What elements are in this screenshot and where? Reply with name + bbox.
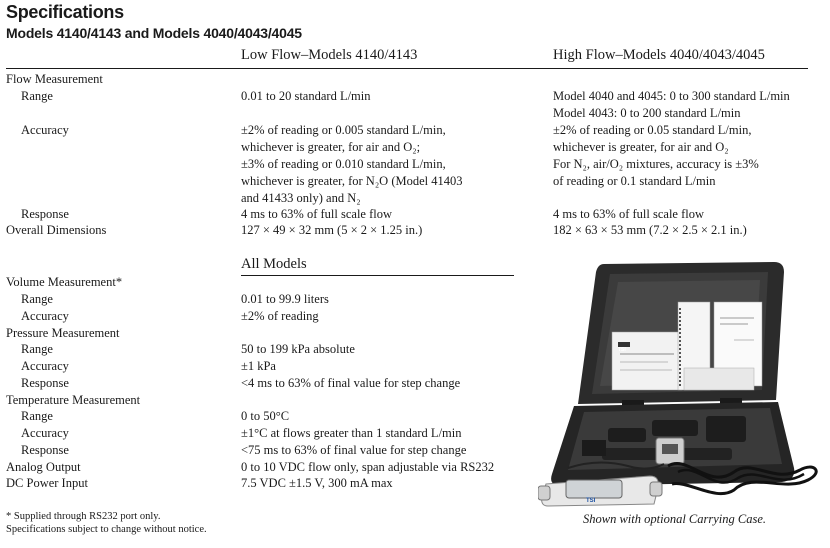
pressure-heading: Pressure Measurement (6, 326, 120, 340)
dc-power-label: DC Power Input (6, 476, 88, 490)
flow-accuracy-high-3: For N₂, air/O₂ mixtures, accuracy is ±3% (553, 157, 759, 171)
foam-cutout-2 (652, 420, 698, 436)
flow-accuracy-high-2: whichever is greater, for air and O₂ (553, 140, 729, 154)
volume-range-label: Range (21, 292, 53, 306)
carrying-case-photo (538, 258, 830, 508)
flow-accuracy-low-3: ±3% of reading or 0.010 standard L/min, (241, 157, 446, 171)
flow-range-high-1: Model 4040 and 4045: 0 to 300 standard L/min (553, 89, 790, 103)
temperature-accuracy-label: Accuracy (21, 426, 69, 440)
column-header-low-flow: Low Flow–Models 4140/4143 (241, 47, 418, 63)
flow-accuracy-label: Accuracy (21, 123, 69, 137)
photo-caption: Shown with optional Carrying Case. (583, 512, 767, 526)
pressure-response-value: <4 ms to 63% of final value for step change (241, 376, 461, 390)
temperature-range-label: Range (21, 409, 53, 423)
flow-meter-display (566, 480, 622, 498)
foam-cutout-1 (608, 428, 646, 442)
foam-cutout-3 (706, 416, 746, 442)
dimensions-low: 127 × 49 × 32 mm (5 × 2 × 1.25 in.) (241, 223, 423, 237)
temperature-response-value: <75 ms to 63% of final value for step change (241, 443, 467, 457)
temperature-heading: Temperature Measurement (6, 393, 141, 407)
analog-output-value: 0 to 10 VDC flow only, span adjustable via RS232 (241, 460, 495, 474)
flow-range-high-2: Model 4043: 0 to 200 standard L/min (553, 106, 741, 120)
pressure-response-label: Response (21, 376, 69, 390)
volume-accuracy-value: ±2% of reading (241, 309, 319, 323)
power-supply-box (582, 440, 606, 456)
all-models-rule (241, 275, 514, 276)
flow-response-label: Response (21, 207, 69, 221)
manual-bottom-strip (684, 368, 754, 390)
pressure-accuracy-label: Accuracy (21, 359, 69, 373)
analog-output-label: Analog Output (6, 460, 81, 474)
flow-accuracy-low-4: whichever is greater, for N₂O (Model 41403 (241, 174, 463, 188)
column-header-high-flow: High Flow–Models 4040/4043/4045 (553, 47, 765, 63)
flow-response-low: 4 ms to 63% of full scale flow (241, 207, 393, 221)
flow-meter-brand: TSI (586, 498, 596, 504)
flow-heading: Flow Measurement (6, 72, 103, 86)
pressure-range-value: 50 to 199 kPa absolute (241, 342, 355, 356)
pressure-accuracy-value: ±1 kPa (241, 359, 276, 373)
volume-range-value: 0.01 to 99.9 liters (241, 292, 329, 306)
footnote-change-notice: Specifications subject to change without notice. (6, 524, 207, 535)
flow-range-low: 0.01 to 20 standard L/min (241, 89, 371, 103)
flow-accuracy-low-5: and 41433 only) and N₂ (241, 191, 361, 205)
flow-accuracy-high-1: ±2% of reading or 0.05 standard L/min, (553, 123, 752, 137)
flow-range-label: Range (21, 89, 53, 103)
volume-heading: Volume Measurement* (6, 275, 123, 289)
flow-meter-port-right (650, 482, 662, 496)
case-brand: TSI (618, 347, 626, 353)
dc-power-value: 7.5 VDC ±1.5 V, 300 mA max (241, 476, 393, 490)
flow-accuracy-low-2: whichever is greater, for air and O₂; (241, 140, 421, 154)
temperature-range-value: 0 to 50°C (241, 409, 290, 423)
page-subtitle: Models 4140/4143 and Models 4040/4043/4045 (6, 25, 302, 41)
volume-accuracy-label: Accuracy (21, 309, 69, 323)
footnote-rs232: * Supplied through RS232 port only. (6, 511, 161, 522)
dimensions-high: 182 × 63 × 53 mm (7.2 × 2.5 × 2.1 in.) (553, 223, 747, 237)
temperature-accuracy-value: ±1°C at flows greater than 1 standard L/min (241, 426, 462, 440)
header-rule (6, 68, 808, 69)
all-models-heading: All Models (241, 256, 307, 272)
temperature-response-label: Response (21, 443, 69, 457)
flow-meter-port-left (538, 486, 550, 500)
manual-left (612, 332, 682, 390)
dimensions-label: Overall Dimensions (6, 223, 107, 237)
page-title: Specifications (6, 2, 124, 22)
flow-response-high: 4 ms to 63% of full scale flow (553, 207, 705, 221)
flow-accuracy-high-4: of reading or 0.1 standard L/min (553, 174, 716, 188)
flow-accuracy-low-1: ±2% of reading or 0.005 standard L/min, (241, 123, 446, 137)
pressure-range-label: Range (21, 342, 53, 356)
